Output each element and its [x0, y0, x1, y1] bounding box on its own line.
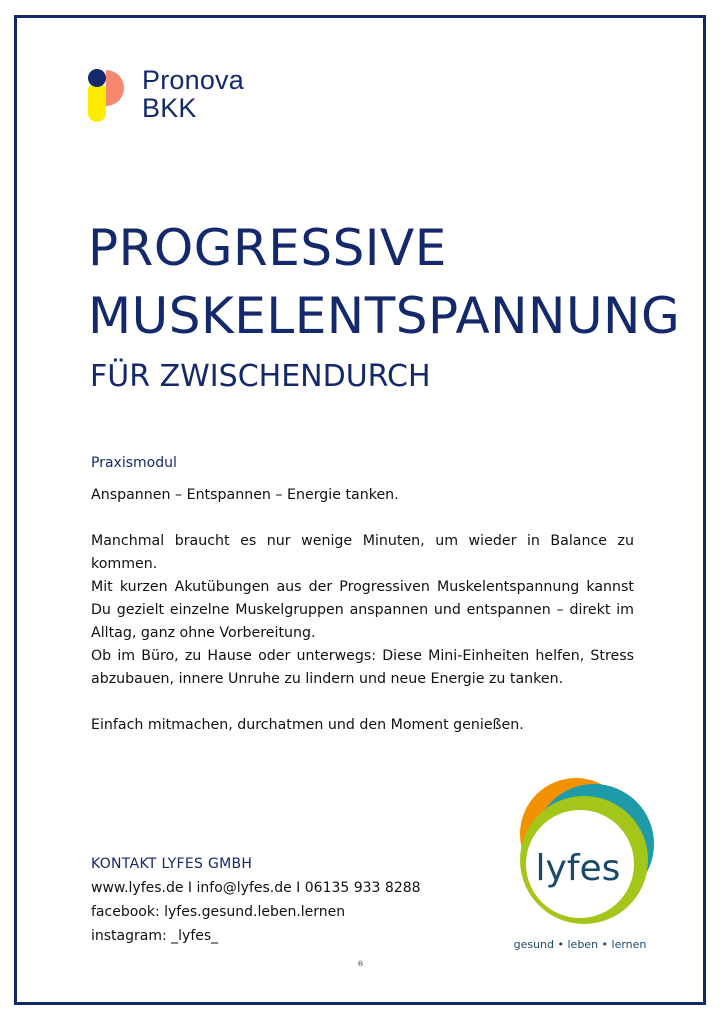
title-line-1: PROGRESSIVE: [88, 219, 447, 277]
module-label: Praxismodul: [91, 455, 177, 471]
brand-wordmark: [142, 66, 244, 122]
contact-instagram-line: instagram: _lyfes_: [91, 928, 219, 944]
intro-paragraph: [91, 530, 634, 691]
registered-mark: ®: [357, 960, 364, 968]
contact-facebook-line: facebook: lyfes.gesund.leben.lernen: [91, 904, 346, 920]
title-line-2: MUSKELENTSPANNUNG: [88, 287, 681, 345]
intro-line-2: Mit kurzen Akutübungen aus der Progressiven Muskelentspannung kannst Du gezielt einzelne Muskelgruppen anspannen und entspannen – direkt im Alltag, ganz ohne Vorbereitung.: [91, 579, 634, 641]
intro-line-1: Manchmal braucht es nur wenige Minuten, um wieder in Balance zu kommen.: [91, 533, 634, 572]
lyfes-tagline: gesund • leben • lernen: [513, 938, 647, 951]
brand-name-line1: Pronova: [142, 65, 244, 95]
tagline: Anspannen – Entspannen – Energie tanken.: [91, 487, 399, 503]
contact-web-line: www.lyfes.de I info@lyfes.de I 06135 933 8288: [91, 880, 421, 896]
lyfes-logo-icon: [508, 770, 668, 960]
intro-line-3: Ob im Büro, zu Hause oder unterwegs: Diese Mini-Einheiten helfen, Stress abzubauen, innere Unruhe zu lindern und neue Energie zu tanken.: [91, 648, 634, 687]
body-text: [91, 484, 634, 760]
page-title: [88, 214, 688, 350]
lyfes-wordmark: lyfes: [535, 848, 621, 889]
closing-text: Einfach mitmachen, durchatmen und den Moment genießen.: [91, 717, 524, 733]
page-subtitle: FÜR ZWISCHENDURCH: [90, 359, 431, 394]
contact-block: [91, 852, 421, 948]
brand-name-line2: BKK: [142, 93, 197, 123]
contact-heading: KONTAKT LYFES GMBH: [91, 856, 253, 872]
